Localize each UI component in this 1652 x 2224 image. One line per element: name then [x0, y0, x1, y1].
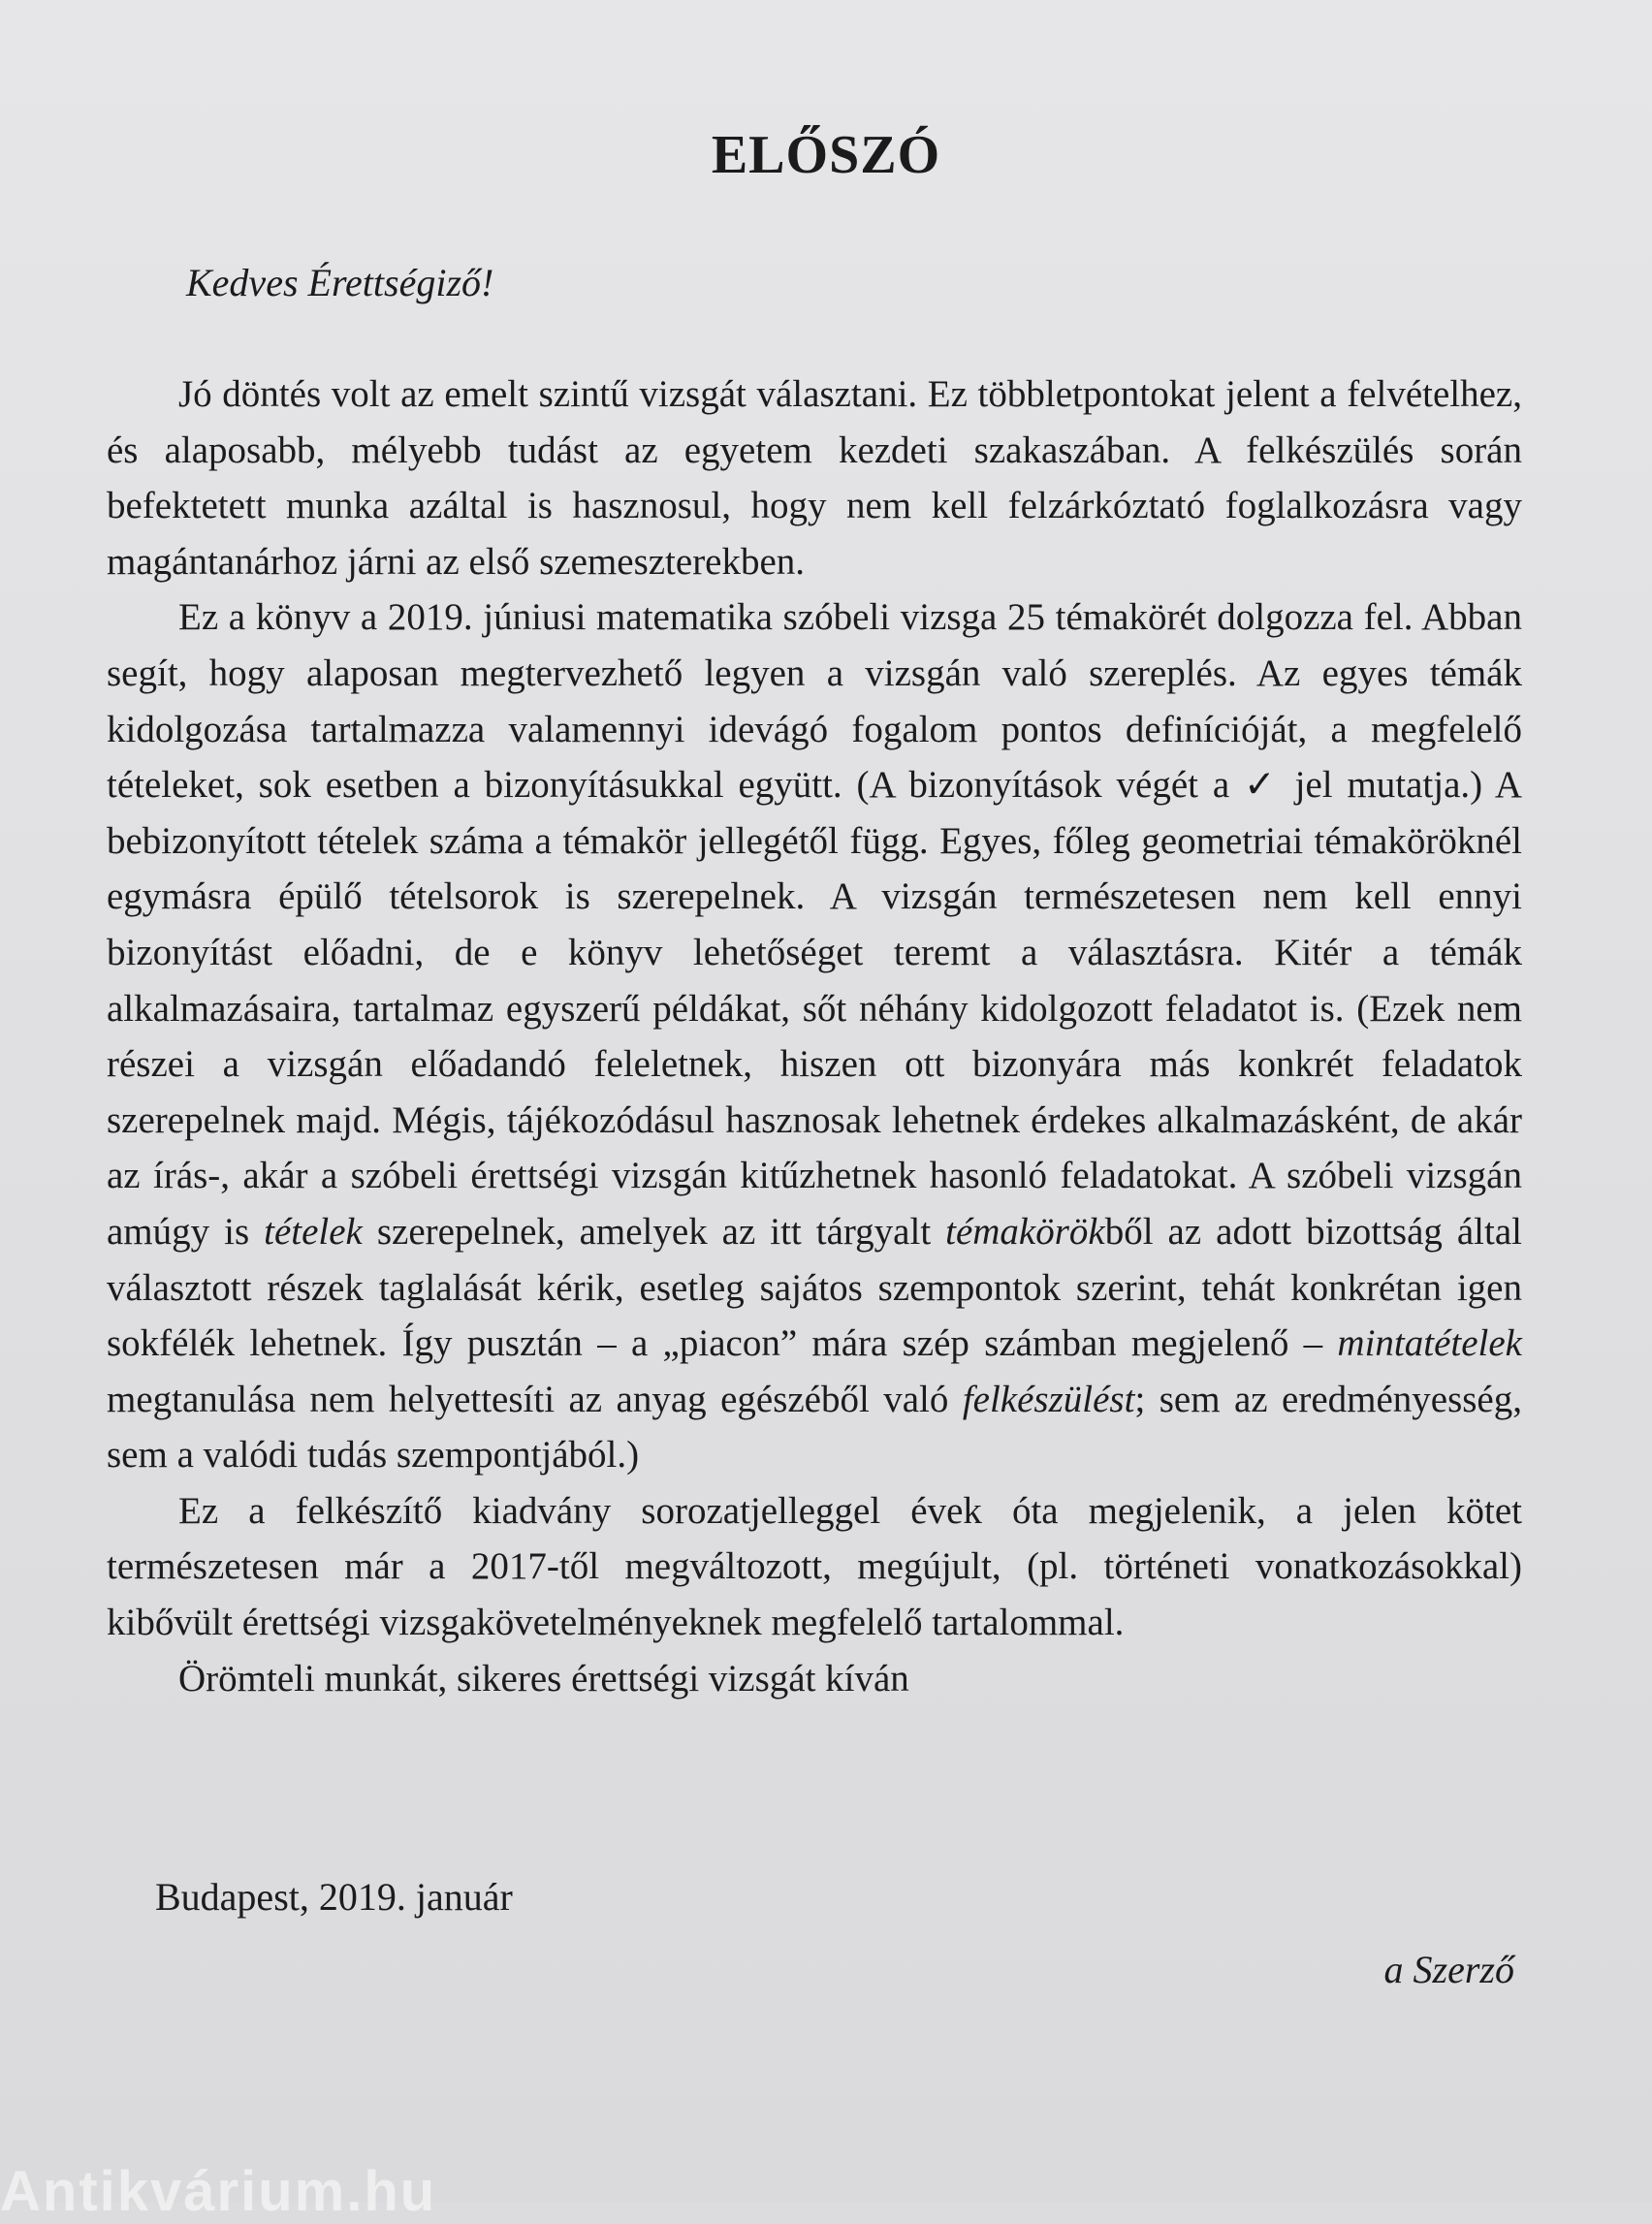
- watermark: Antikvárium.hu: [0, 2160, 437, 2223]
- emphasis-felkeszulest: felkészülést: [962, 1378, 1135, 1420]
- paragraph-2-part: megtanulása nem helyettesíti az anyag egészéből való: [107, 1378, 963, 1420]
- paragraph-3: Ez a felkészítő kiadvány sorozatjelleggel évek óta megjelenik, a jelen kötet természetesen már a 2017-től megváltozott, megújult, (pl. történeti vonatkozásokkal) kibővült érettségi vizsgakövetelményeknek megfelelő tartalommal.: [107, 1489, 1522, 1644]
- paragraph-4: Örömteli munkát, sikeres érettségi vizsgát kíván: [178, 1657, 909, 1700]
- paragraph-2-part: ; sem az eredményesség, sem a valódi tudás szempontjából.): [107, 1378, 1522, 1477]
- preface-body: [107, 366, 1522, 1706]
- emphasis-tetelek: tételek: [264, 1210, 363, 1253]
- paragraph-2: [107, 589, 1522, 1483]
- checkmark-icon: ✓: [1243, 764, 1281, 807]
- paragraph-2-part: szerepelnek, amelyek az itt tárgyalt: [362, 1210, 946, 1253]
- author-signature: a Szerző: [1383, 1948, 1514, 1991]
- paragraph-2-part: Ez a könyv a 2019. júniusi matematika szóbeli vizsga 25 témakörét dolgozza fel. Abban segít, hogy alaposan megtervezhető legyen a vizsgán való szereplés. Az egyes témák kidolgozása tartalmazza valamennyi idevágó fogalom pontos definícióját, a megfelelő tételeket, sok esetben a bizonyításukkal együtt. (A bizonyítások végét a: [107, 596, 1522, 807]
- paragraph-2-part: ből az adott bizottság által választott részek taglalását kérik, esetleg sajátos szempontok szerint, tehát konkrétan igen sokfélék lehetnek. Így pusztán – a „piacon” mára szép számban megjelenő –: [107, 1210, 1522, 1365]
- emphasis-temakorok: témakörök: [945, 1210, 1105, 1253]
- paragraph-1: Jó döntés volt az emelt szintű vizsgát választani. Ez többletpontokat jelent a felvételhez, és alaposabb, mélyebb tudást az egyetem kezdeti szakaszában. A felkészülés során befektetett munka azáltal is hasznosul, hogy nem kell felzárkóztató foglalkozásra vagy magántanárhoz járni az első szemeszterekben.: [107, 373, 1522, 583]
- emphasis-mintatetelek: mintatételek: [1337, 1322, 1522, 1365]
- page-title: ELŐSZÓ: [711, 125, 941, 185]
- place-and-date: Budapest, 2019. január: [155, 1875, 513, 1919]
- greeting: Kedves Érettségiző!: [186, 261, 494, 304]
- paragraph-2-part: jel mutatja.) A bebizonyított tételek száma a témakör jellegétől függ. Egyes, főleg geometriai témaköröknél egymásra épülő tételsorok is szerepelnek. A vizsgán természetesen nem kell ennyi bizonyítást előadni, de e könyv lehetőséget teremt a választásra. Kitér a témák alkalmazásaira, tartalmaz egyszerű példákat, sőt néhány kidolgozott feladatot is. (Ezek nem részei a vizsgán előadandó feleletnek, hiszen ott bizonyára más konkrét feladatok szerepelnek majd. Mégis, tájékozódásul hasznosak lehetnek érdekes alkalmazásként, de akár az írás-, akár a szóbeli érettségi vizsgán kitűzhetnek hasonló feladatokat. A szóbeli vizsgán amúgy is: [107, 764, 1522, 1253]
